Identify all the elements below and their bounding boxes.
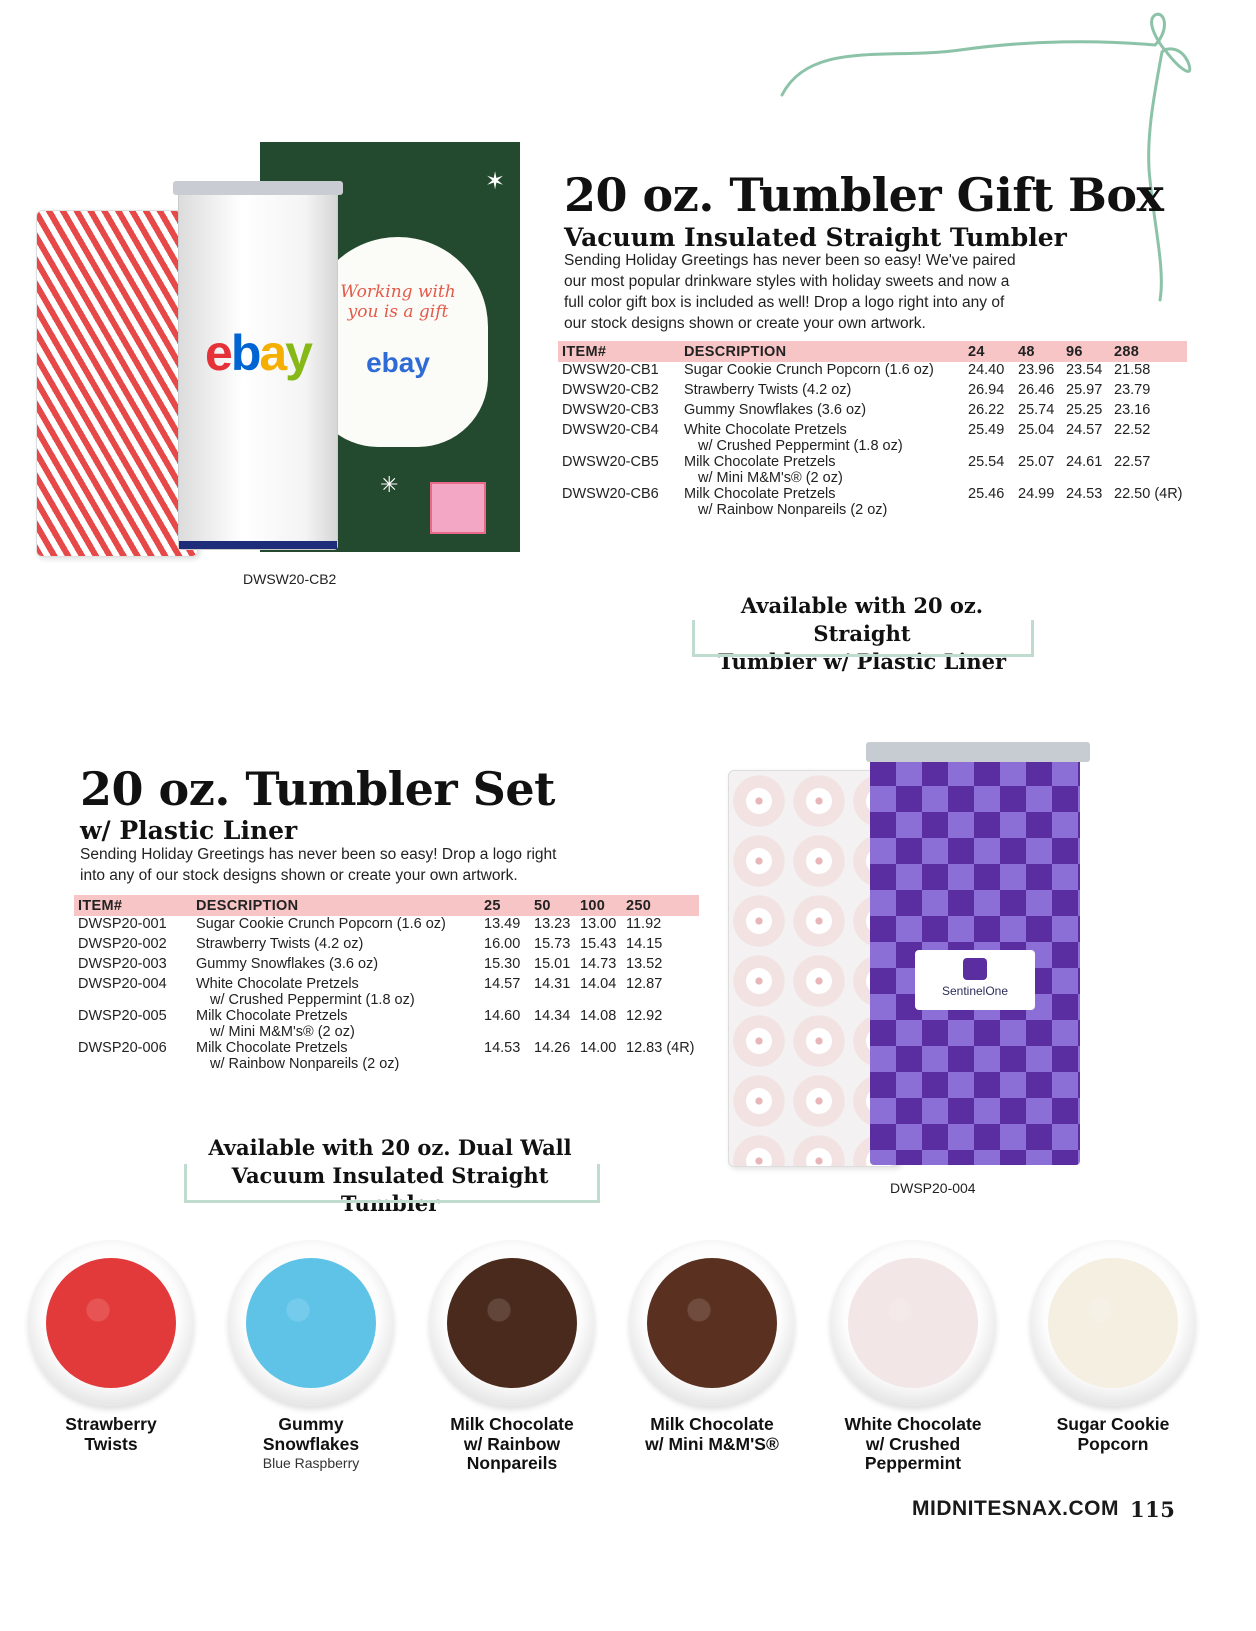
bowl-label-line: Nonpareils: [466, 1453, 558, 1473]
section-description: Sending Holiday Greetings has never been so easy! Drop a logo right into any of our stock designs shown or create your own artwork.: [80, 846, 557, 884]
price-cell: 26.22: [968, 402, 1005, 418]
tumbler-logo: SentinelOne: [941, 984, 1009, 998]
description-line: w/ Rainbow Nonpareils (2 oz): [698, 502, 888, 518]
price-cell: 15.43: [580, 936, 617, 952]
table-row: [558, 382, 1187, 402]
price-cell: 12.87: [626, 976, 663, 992]
snowflake-icon: ✳: [380, 472, 399, 497]
item-description: [192, 1008, 480, 1040]
description-line: Sugar Cookie Crunch Popcorn (1.6 oz): [196, 916, 446, 932]
price-cell: 15.73: [534, 936, 571, 952]
item-number: DWSP20-001: [78, 916, 167, 932]
table-row: [74, 1008, 699, 1040]
price-cell: 25.25: [1066, 402, 1103, 418]
price-table-tumbler-set: [74, 895, 699, 1072]
bowl-label-line: Gummy: [278, 1414, 344, 1434]
availability-line: Vacuum Insulated Straight Tumbler: [231, 1163, 549, 1216]
candy-bowl: [228, 1240, 394, 1406]
website-url: MIDNITESNAX.COM: [912, 1497, 1119, 1520]
item-description: [192, 976, 480, 1008]
price-cell: 26.94: [968, 382, 1005, 398]
price-cell: 23.79: [1114, 382, 1151, 398]
bowl-label: [818, 1415, 1008, 1474]
product-image-caption: DWSP20-004: [890, 1180, 976, 1196]
column-header: 50: [530, 895, 576, 916]
description-line: w/ Crushed Peppermint (1.8 oz): [698, 438, 903, 454]
description-line: w/ Rainbow Nonpareils (2 oz): [210, 1056, 400, 1072]
bowl-label-line: w/ Crushed: [865, 1433, 961, 1454]
table-row: [74, 976, 699, 1008]
price-cell: 14.00: [580, 1040, 617, 1056]
item-description: [680, 486, 964, 518]
column-header: DESCRIPTION: [192, 895, 480, 916]
price-cell: 14.53: [484, 1040, 521, 1056]
description-line: Gummy Snowflakes (3.6 oz): [196, 956, 379, 972]
star-icon: ✶: [485, 168, 506, 195]
candy-bowl: [830, 1240, 996, 1406]
candy-fill: [46, 1258, 176, 1388]
price-cell: 24.61: [1066, 454, 1103, 470]
price-cell: 16.00: [484, 936, 521, 952]
product-image-caption: DWSW20-CB2: [243, 571, 337, 587]
description-line: Milk Chocolate Pretzels: [196, 1008, 348, 1024]
price-cell: 14.73: [580, 956, 617, 972]
price-cell: 25.04: [1018, 422, 1055, 438]
bowl-label-line: Milk Chocolate: [650, 1414, 774, 1434]
column-header: DESCRIPTION: [680, 341, 964, 362]
bowl-label: [617, 1415, 807, 1454]
item-description: [192, 956, 480, 976]
price-cell: 25.54: [968, 454, 1005, 470]
table-row: [558, 454, 1187, 486]
tumbler-lid: [173, 181, 343, 195]
bowl-label-line: Popcorn: [1077, 1433, 1149, 1454]
price-cell: 25.74: [1018, 402, 1055, 418]
tumbler: [870, 760, 1080, 1165]
gift-box-message: Working with you is a gift: [340, 282, 456, 322]
page-title: 20 oz. Tumbler Gift Box: [564, 168, 1164, 222]
tumbler-logo-panel: [915, 950, 1035, 1010]
item-number: DWSP20-002: [78, 936, 167, 952]
price-cell: 12.92: [626, 1008, 663, 1024]
price-cell: 14.34: [534, 1008, 571, 1024]
bowl-label-line: w/ Rainbow: [463, 1433, 561, 1454]
table-row: [74, 1040, 699, 1072]
description-line: Strawberry Twists (4.2 oz): [196, 936, 364, 952]
gift-box-logo: ebay: [366, 347, 430, 378]
availability-bracket: [692, 620, 1034, 657]
price-cell: 25.07: [1018, 454, 1055, 470]
availability-bracket: [184, 1164, 600, 1203]
table-row: [558, 486, 1187, 518]
price-cell: 14.60: [484, 1008, 521, 1024]
table-row: [558, 402, 1187, 422]
table-header-row: [558, 341, 1187, 362]
candy-fill: [447, 1258, 577, 1388]
price-cell: 25.49: [968, 422, 1005, 438]
item-number: DWSP20-004: [78, 976, 167, 992]
bowl-label: [1018, 1415, 1208, 1454]
description-line: w/ Crushed Peppermint (1.8 oz): [210, 992, 415, 1008]
item-number: DWSP20-003: [78, 956, 167, 972]
column-header: 48: [1014, 341, 1062, 362]
price-cell: 24.53: [1066, 486, 1103, 502]
price-cell: 14.31: [534, 976, 571, 992]
column-header: 25: [480, 895, 530, 916]
section-subtitle: w/ Plastic Liner: [80, 816, 298, 845]
candy-bowl: [629, 1240, 795, 1406]
description-line: Milk Chocolate Pretzels: [196, 1040, 348, 1056]
availability-line: Tumbler w/ Plastic Liner: [717, 649, 1007, 674]
availability-line: Available with 20 oz. Dual Wall: [208, 1135, 572, 1160]
column-header: 96: [1062, 341, 1110, 362]
description-line: Strawberry Twists (4.2 oz): [684, 382, 852, 398]
price-cell: 22.57: [1114, 454, 1151, 470]
description-line: White Chocolate Pretzels: [196, 976, 359, 992]
gift-box-product-image: [30, 140, 530, 560]
tumbler: [178, 188, 338, 550]
price-cell: 14.08: [580, 1008, 617, 1024]
price-cell: 13.23: [534, 916, 571, 932]
description-line: w/ Mini M&M's® (2 oz): [698, 470, 843, 486]
sentinelone-logo-icon: [963, 958, 987, 980]
table-row: [558, 422, 1187, 454]
item-description: [192, 936, 480, 956]
column-header: ITEM#: [558, 341, 680, 362]
price-cell: 23.96: [1018, 362, 1055, 378]
price-cell: 14.57: [484, 976, 521, 992]
tumbler-set-product-image: [724, 730, 1104, 1170]
bowl-label-line: Twists: [84, 1433, 138, 1454]
candy-bowl: [1030, 1240, 1196, 1406]
price-cell: 24.40: [968, 362, 1005, 378]
price-cell: 12.83 (4R): [626, 1040, 695, 1056]
tumbler-logo: ebay: [205, 325, 311, 381]
bowl-label-line: w/ Mini M&M'S®: [645, 1433, 779, 1454]
price-cell: 15.01: [534, 956, 571, 972]
bowl-label-line: Snowflakes: [262, 1433, 360, 1454]
price-cell: 14.26: [534, 1040, 571, 1056]
price-cell: 11.92: [626, 916, 662, 932]
price-cell: 22.52: [1114, 422, 1151, 438]
bowl-label: [417, 1415, 607, 1474]
bowl-flavor: Blue Raspberry: [262, 1455, 360, 1471]
price-cell: 23.54: [1066, 362, 1103, 378]
price-cell: 13.52: [626, 956, 663, 972]
item-description: [680, 362, 964, 382]
column-header: 250: [622, 895, 699, 916]
section-title: 20 oz. Tumbler Set: [80, 762, 555, 816]
bowl-label-line: White Chocolate: [844, 1414, 982, 1434]
availability-line: Available with 20 oz. Straight: [740, 593, 984, 646]
price-cell: 25.97: [1066, 382, 1103, 398]
column-header: ITEM#: [74, 895, 192, 916]
description-line: White Chocolate Pretzels: [684, 422, 847, 438]
price-cell: 15.30: [484, 956, 521, 972]
section-subtitle: Vacuum Insulated Straight Tumbler: [564, 223, 1067, 252]
description-line: Sugar Cookie Crunch Popcorn (1.6 oz): [684, 362, 934, 378]
item-description: [192, 1040, 480, 1072]
item-description: [680, 382, 964, 402]
description-line: Gummy Snowflakes (3.6 oz): [684, 402, 867, 418]
bowl-label: [216, 1415, 406, 1474]
table-header-row: [74, 895, 699, 916]
table-row: [74, 916, 699, 936]
tumbler-base: [179, 541, 337, 549]
bowl-label-line: Sugar Cookie: [1056, 1414, 1170, 1434]
price-cell: 25.46: [968, 486, 1005, 502]
description-line: Milk Chocolate Pretzels: [684, 486, 836, 502]
item-description: [192, 916, 480, 936]
item-number: DWSW20-CB1: [562, 362, 659, 378]
tumbler-lid: [866, 742, 1090, 762]
price-table-gift-box: [558, 341, 1187, 518]
item-number: DWSW20-CB3: [562, 402, 659, 418]
table-row: [74, 956, 699, 976]
candy-fill: [848, 1258, 978, 1388]
bowl-label-line: Strawberry: [65, 1414, 157, 1434]
column-header: 100: [576, 895, 622, 916]
price-cell: 13.49: [484, 916, 521, 932]
candy-bowl: [28, 1240, 194, 1406]
item-description: [680, 422, 964, 454]
table-row: [558, 362, 1187, 382]
item-description: [680, 454, 964, 486]
price-cell: 24.57: [1066, 422, 1103, 438]
item-number: DWSP20-005: [78, 1008, 167, 1024]
item-number: DWSW20-CB2: [562, 382, 659, 398]
item-number: DWSW20-CB5: [562, 454, 659, 470]
price-cell: 14.04: [580, 976, 617, 992]
price-cell: 14.15: [626, 936, 663, 952]
item-number: DWSP20-006: [78, 1040, 167, 1056]
price-cell: 21.58: [1114, 362, 1151, 378]
table-row: [74, 936, 699, 956]
price-cell: 24.99: [1018, 486, 1055, 502]
description-line: w/ Mini M&M's® (2 oz): [210, 1024, 355, 1040]
bowl-label: [16, 1415, 206, 1454]
price-cell: 23.16: [1114, 402, 1151, 418]
bowl-label-line: Milk Chocolate: [450, 1414, 574, 1434]
candy-fill: [647, 1258, 777, 1388]
column-header: 24: [964, 341, 1014, 362]
price-cell: 13.00: [580, 916, 617, 932]
candy-bag: [36, 210, 198, 557]
candy-bowl: [429, 1240, 595, 1406]
description-line: Milk Chocolate Pretzels: [684, 454, 836, 470]
candy-fill: [246, 1258, 376, 1388]
candy-fill: [1048, 1258, 1178, 1388]
item-description: [680, 402, 964, 422]
bowl-label-line: Peppermint: [864, 1453, 962, 1473]
page-number: 115: [1130, 1497, 1176, 1522]
price-cell: 22.50 (4R): [1114, 486, 1183, 502]
section-description: Sending Holiday Greetings has never been so easy! We've paired our most popular drinkware styles with holiday sweets and now a full color gift box is included as well! Drop a logo right into any of our stock designs shown or create your own artwork.: [564, 252, 1016, 332]
item-number: DWSW20-CB4: [562, 422, 659, 438]
price-cell: 26.46: [1018, 382, 1055, 398]
item-number: DWSW20-CB6: [562, 486, 659, 502]
gift-icon: [430, 482, 486, 534]
column-header: 288: [1110, 341, 1187, 362]
